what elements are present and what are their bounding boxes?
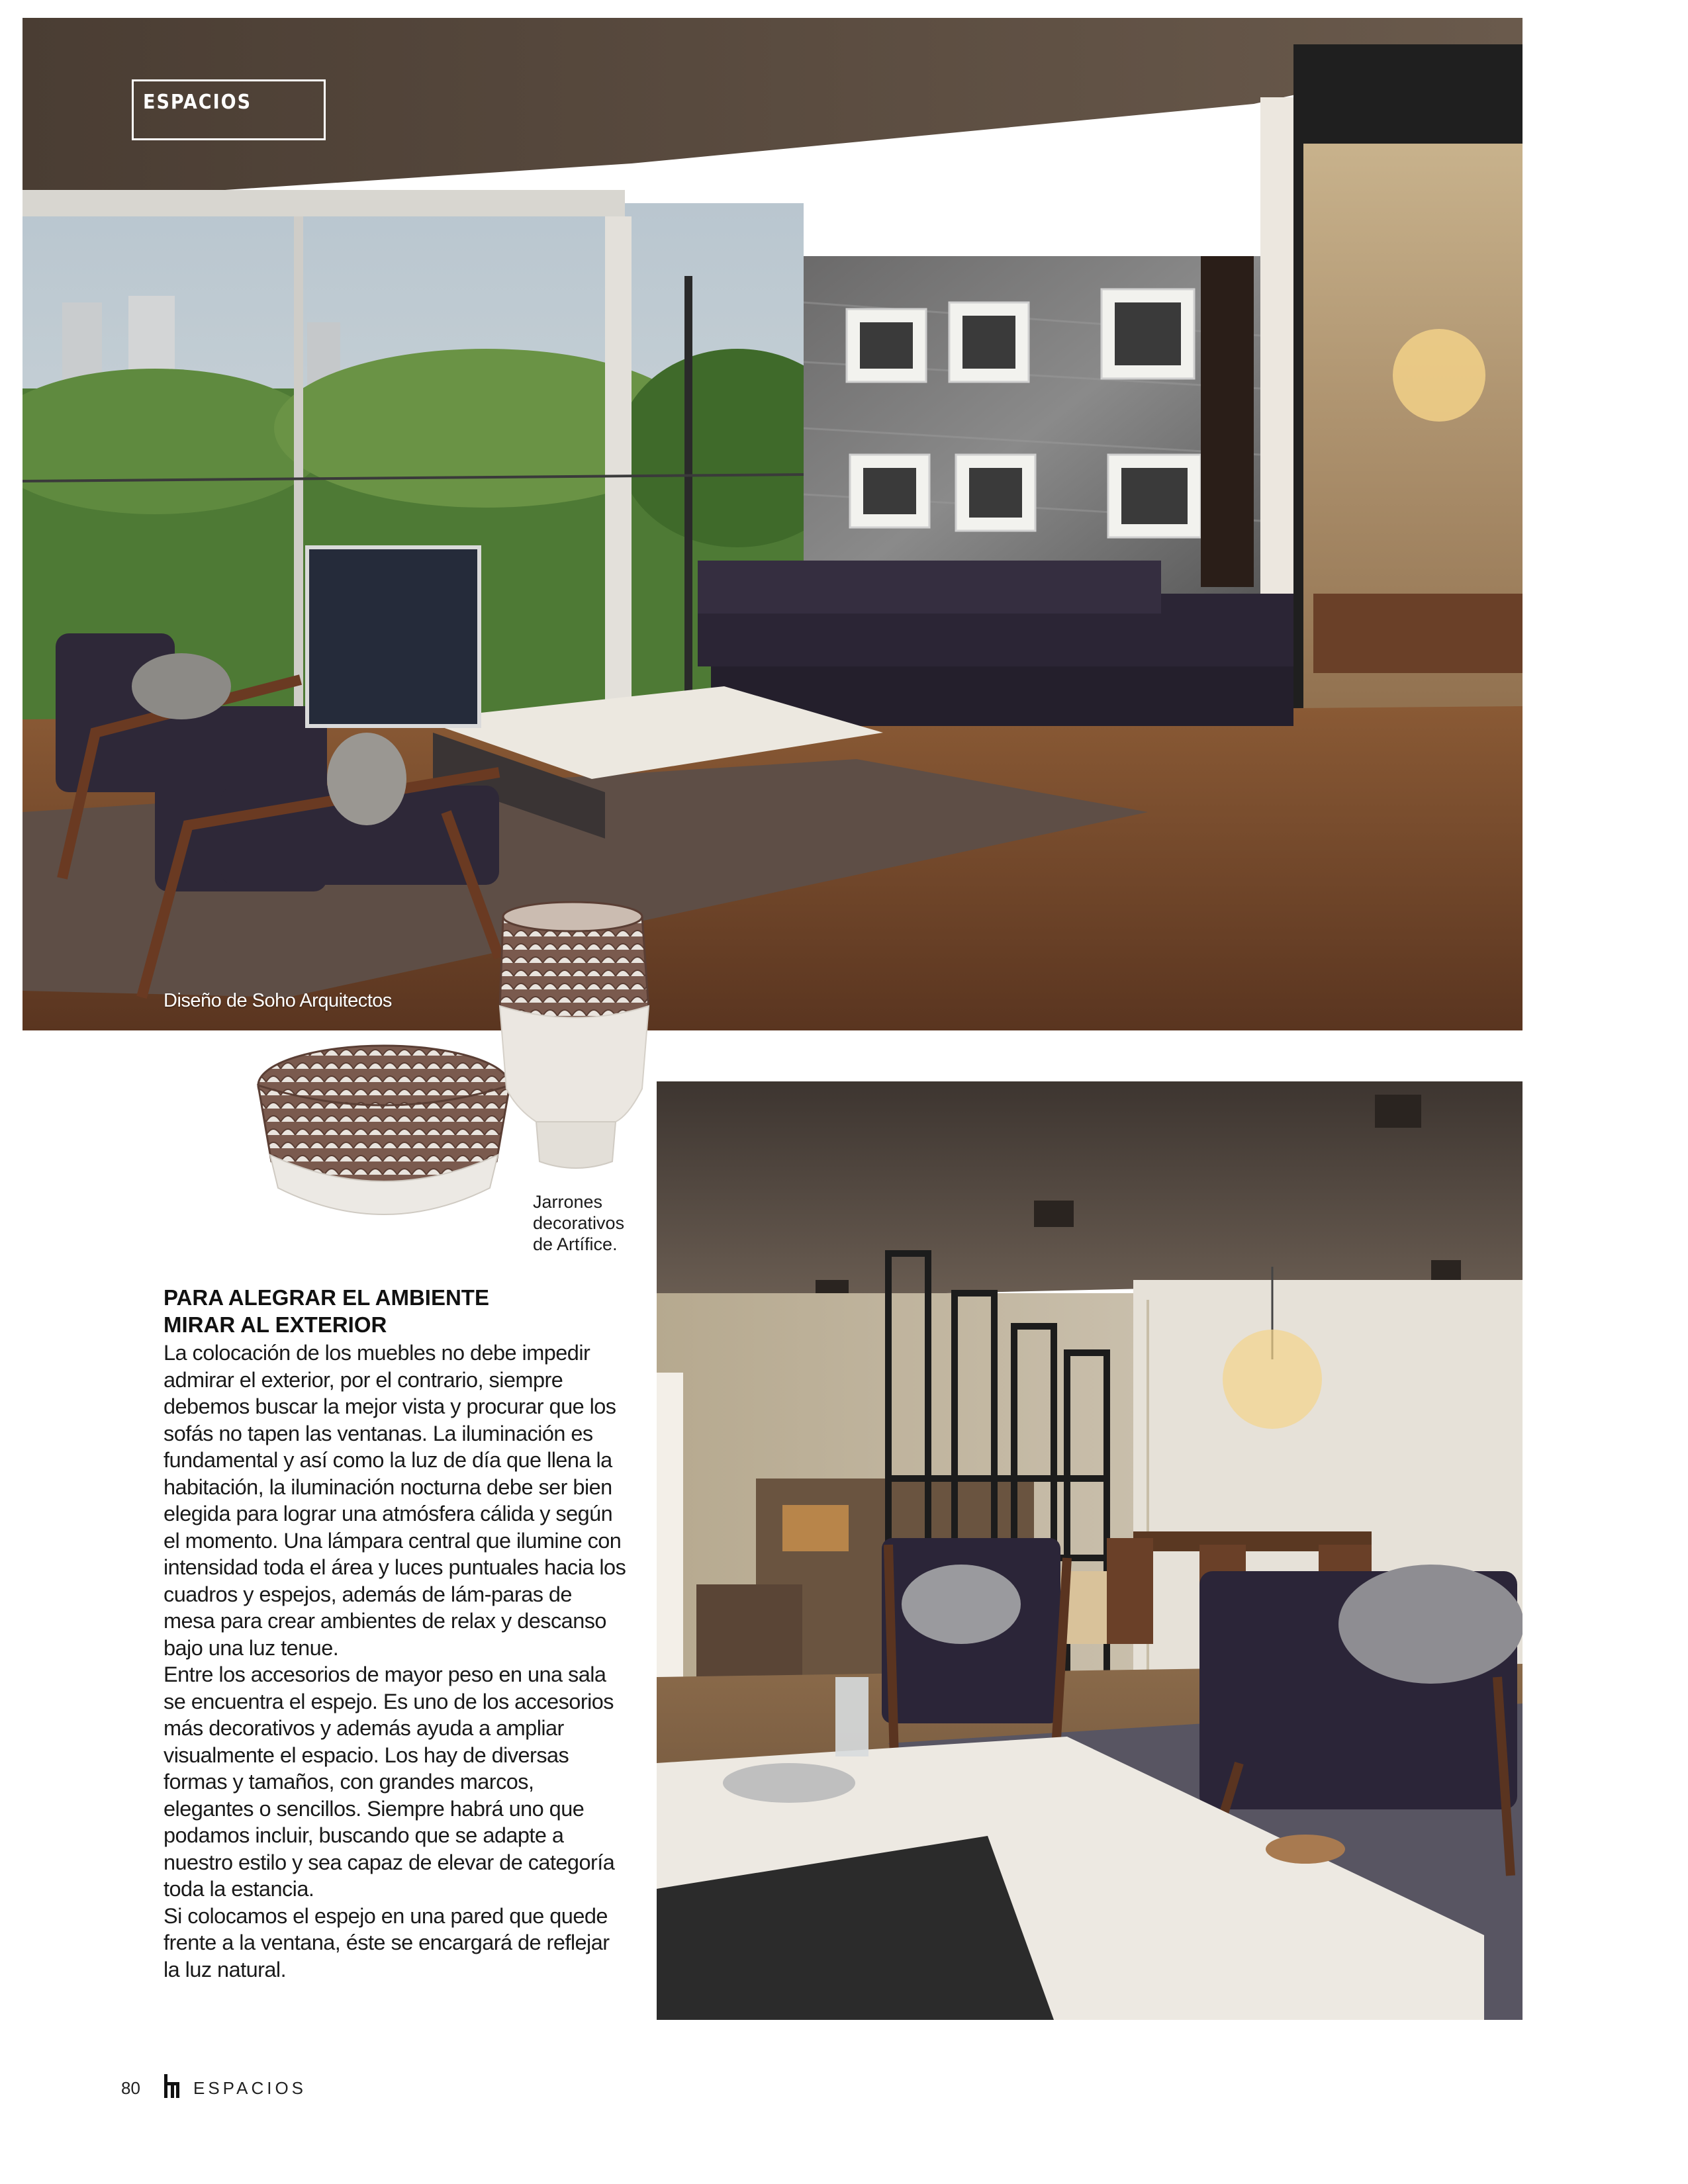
vase-caption-line: decorativos xyxy=(533,1213,625,1233)
vase-caption-line: Jarrones xyxy=(533,1192,603,1212)
article-body xyxy=(164,1340,627,1983)
section-tag: ESPACIOS xyxy=(132,79,326,140)
article-heading-line: MIRAR AL EXTERIOR xyxy=(164,1312,387,1337)
magazine-logo-icon xyxy=(163,2074,180,2098)
article-paragraph: Si colocamos el espejo en una pared que quede frente a la ventana, éste se encargará de reflejar la luz natural. xyxy=(164,1903,610,1981)
vase-caption-line: de Artífice. xyxy=(533,1234,618,1254)
article-paragraph: La colocación de los muebles no debe impedir admirar el exterior, por el contrario, siempre debemos buscar la mejor vista y procurar que los sofás no tapen las ventanas. La iluminación es fundamental y así como la luz de día que llena la habitación, la iluminación nocturna debe ser bien elegida para lograr una atmósfera cálida y según el momento. Una lámpara central que ilumine con intensidad toda el área y luces puntuales hacia los cuadros y espejos, además de lám-paras de mesa para crear ambientes de relax y descanso bajo una luz tenue. xyxy=(164,1341,626,1660)
footer-section-label: ESPACIOS xyxy=(193,2078,307,2098)
dining-area-photo xyxy=(657,1081,1523,2020)
article-heading-line: PARA ALEGRAR EL AMBIENTE xyxy=(164,1285,489,1310)
photo-credit: Diseño de Soho Arquitectos xyxy=(164,990,392,1011)
living-room-photo xyxy=(23,18,1523,1030)
article-paragraph: Entre los accesorios de mayor peso en una sala se encuentra el espejo. Es uno de los accesorios más decorativos y además ayuda a ampliar visualmente el espacio. Los hay de diversas formas y tamaños, con grandes marcos, elegantes o sencillos. Siempre habrá uno que podamos incluir, buscando que se adapte a nuestro estilo y sea capaz de elevar de categoría toda la estancia. xyxy=(164,1662,615,1901)
page-number: 80 xyxy=(121,2078,140,2098)
article-heading xyxy=(164,1284,627,1338)
vase-caption xyxy=(533,1191,624,1255)
